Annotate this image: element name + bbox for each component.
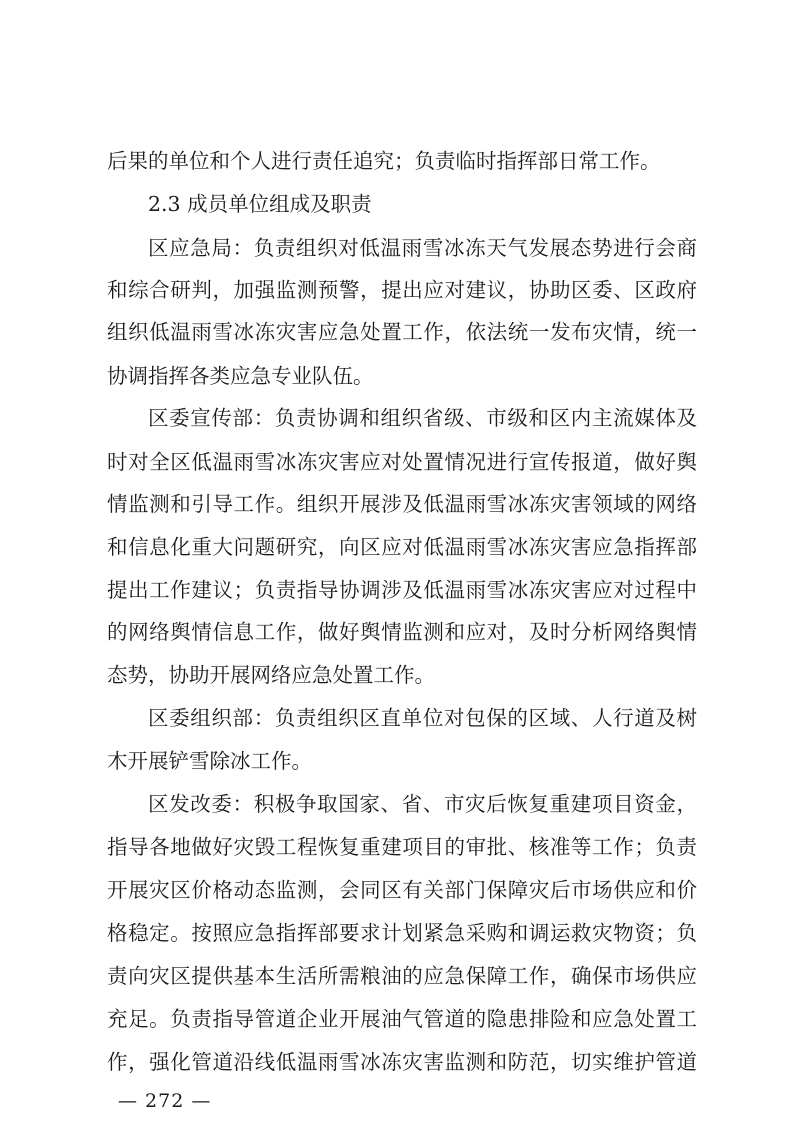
text-line: 木开展铲雪除冰工作。 — [107, 749, 312, 773]
text-line: 情监测和引导工作。组织开展涉及低温雨雪冰冻灾害领域的网络 — [107, 492, 697, 516]
text-line: 提出工作建议；负责指导协调涉及低温雨雪冰冻灾害应对过程中 — [107, 578, 697, 602]
text-line: 格稳定。按照应急指挥部要求计划紧急采购和调运救灾物资；负 — [107, 921, 697, 945]
text-line: 和信息化重大问题研究，向区应对低温雨雪冰冻灾害应急指挥部 — [107, 535, 697, 559]
text-line: 时对全区低温雨雪冰冻灾害应对处置情况进行宣传报道，做好舆 — [107, 450, 697, 474]
text-line: 开展灾区价格动态监测，会同区有关部门保障灾后市场供应和价 — [107, 878, 697, 902]
text-line: 区应急局：负责组织对低温雨雪冰冻天气发展态势进行会商 — [148, 236, 697, 260]
page-number: — 272 — — [118, 1090, 212, 1112]
text-line: 充足。负责指导管道企业开展油气管道的隐患排险和应急处置工 — [107, 1007, 697, 1031]
text-line: 组织低温雨雪冰冻灾害应急处置工作，依法统一发布灾情，统一 — [107, 320, 697, 344]
text-line: 区委组织部：负责组织区直单位对包保的区域、人行道及树 — [148, 706, 697, 730]
text-line: 协调指挥各类应急专业队伍。 — [107, 364, 374, 388]
text-line: 和综合研判，加强监测预警，提出应对建议，协助区委、区政府 — [107, 278, 697, 302]
text-line: 后果的单位和个人进行责任追究；负责临时指挥部日常工作。 — [107, 149, 661, 173]
text-line: 的网络舆情信息工作，做好舆情监测和应对，及时分析网络舆情 — [107, 620, 697, 644]
text-line: 态势，协助开展网络应急处置工作。 — [107, 663, 435, 687]
text-line: 作，强化管道沿线低温雨雪冰冻灾害监测和防范，切实维护管道 — [107, 1050, 697, 1074]
text-line: 指导各地做好灾毁工程恢复重建项目的审批、核准等工作；负责 — [107, 835, 697, 859]
text-line: 责向灾区提供基本生活所需粮油的应急保障工作，确保市场供应 — [107, 964, 697, 988]
section-heading: 2.3 成员单位组成及职责 — [148, 192, 372, 216]
text-line: 区委宣传部：负责协调和组织省级、市级和区内主流媒体及 — [148, 406, 697, 430]
text-line: 区发改委：积极争取国家、省、市灾后恢复重建项目资金， — [148, 792, 697, 816]
